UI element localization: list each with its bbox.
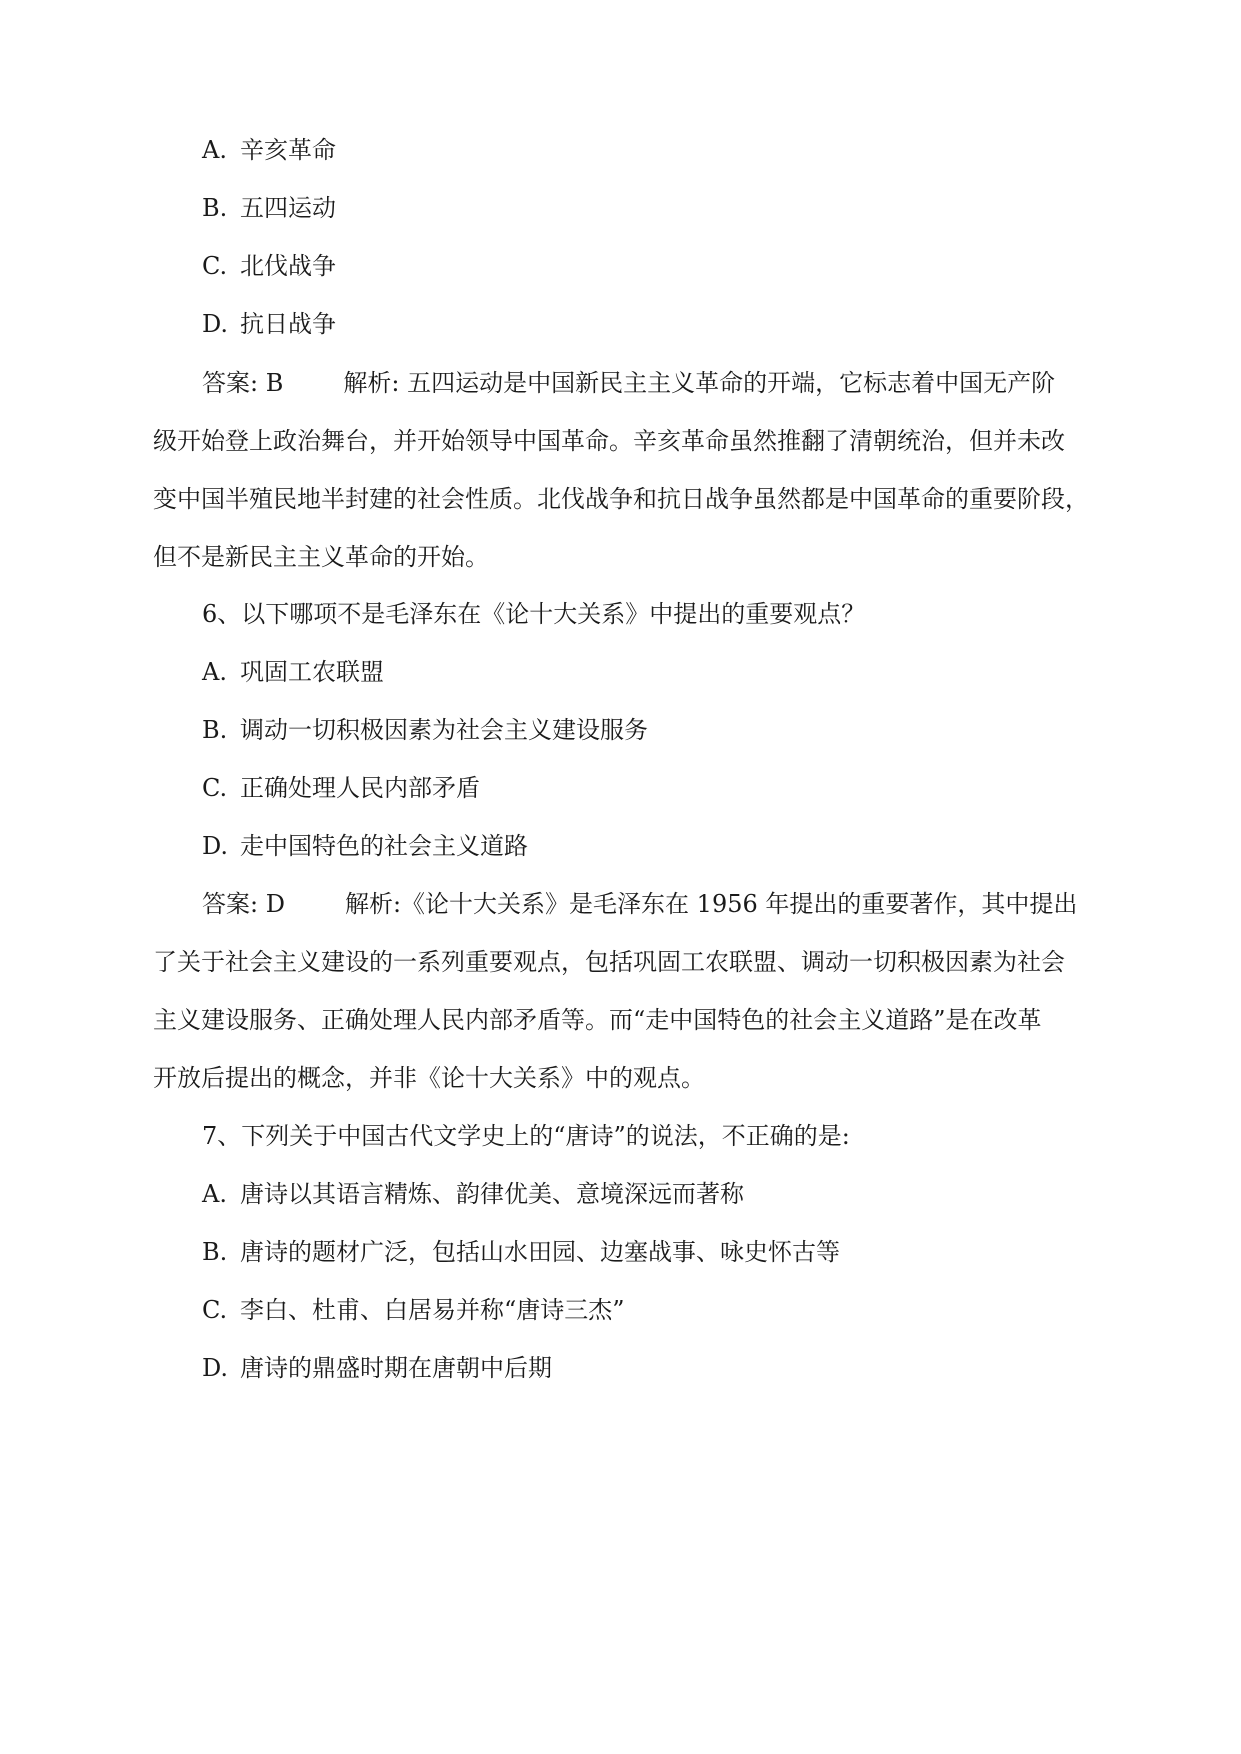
- option-line: [202, 309, 336, 339]
- option-line: [202, 1295, 625, 1325]
- option-key: C.: [202, 774, 228, 802]
- option-text: 正确处理人民内部矛盾: [240, 774, 480, 802]
- option-key: A.: [202, 1180, 227, 1208]
- answer-label: 答案: B: [202, 369, 284, 397]
- analysis-line: 主义建设服务、正确处理人民内部矛盾等。而“走中国特色的社会主义道路”是在改革: [153, 1006, 1042, 1034]
- answer-line: [202, 889, 1077, 919]
- analysis-line: 级开始登上政治舞台，并开始领导中国革命。辛亥革命虽然推翻了清朝统治，但并未改: [153, 427, 1065, 455]
- question-text: 7、下列关于中国古代文学史上的“唐诗”的说法，不正确的是:: [202, 1122, 850, 1150]
- analysis-line: 开放后提出的概念，并非《论十大关系》中的观点。: [153, 1064, 705, 1092]
- option-text: 走中国特色的社会主义道路: [240, 832, 528, 860]
- analysis-line: 变中国半殖民地半封建的社会性质。北伐战争和抗日战争虽然都是中国革命的重要阶段，: [153, 485, 1089, 513]
- option-text: 唐诗的鼎盛时期在唐朝中后期: [240, 1354, 552, 1382]
- question-text: 6、以下哪项不是毛泽东在《论十大关系》中提出的重要观点？: [202, 600, 866, 628]
- analysis-text: 解析:《论十大关系》是毛泽东在 1956 年提出的重要著作，其中提出: [344, 890, 1078, 918]
- option-key: D.: [202, 832, 229, 860]
- analysis-text: 解析: 五四运动是中国新民主主义革命的开端，它标志着中国无产阶: [343, 369, 1056, 397]
- option-text: 巩固工农联盟: [240, 658, 384, 686]
- option-line: [202, 657, 384, 687]
- option-line: [202, 1179, 744, 1209]
- option-key: D.: [202, 1354, 229, 1382]
- option-text: 李白、杜甫、白居易并称“唐诗三杰”: [240, 1296, 625, 1324]
- option-key: B.: [202, 194, 228, 222]
- option-text: 辛亥革命: [240, 136, 336, 164]
- analysis-line: 了关于社会主义建设的一系列重要观点，包括巩固工农联盟、调动一切积极因素为社会: [153, 948, 1065, 976]
- option-line: [202, 831, 528, 861]
- option-line: [202, 135, 336, 165]
- option-key: A.: [202, 136, 227, 164]
- option-line: [202, 251, 336, 281]
- option-key: C.: [202, 1296, 228, 1324]
- answer-label: 答案: D: [202, 890, 285, 918]
- option-line: [202, 715, 648, 745]
- option-text: 唐诗以其语言精炼、韵律优美、意境深远而著称: [240, 1180, 744, 1208]
- option-text: 北伐战争: [240, 252, 336, 280]
- answer-line: [202, 368, 1055, 398]
- option-line: [202, 193, 336, 223]
- option-line: [202, 1353, 552, 1383]
- option-text: 唐诗的题材广泛，包括山水田园、边塞战事、咏史怀古等: [240, 1238, 840, 1266]
- option-line: [202, 1237, 840, 1267]
- option-key: D.: [202, 310, 229, 338]
- option-key: B.: [202, 1238, 228, 1266]
- option-key: A.: [202, 658, 227, 686]
- option-line: [202, 773, 480, 803]
- option-key: B.: [202, 716, 228, 744]
- option-text: 调动一切积极因素为社会主义建设服务: [240, 716, 648, 744]
- option-text: 五四运动: [240, 194, 336, 222]
- option-key: C.: [202, 252, 228, 280]
- analysis-line: 但不是新民主主义革命的开始。: [153, 543, 489, 571]
- option-text: 抗日战争: [240, 310, 336, 338]
